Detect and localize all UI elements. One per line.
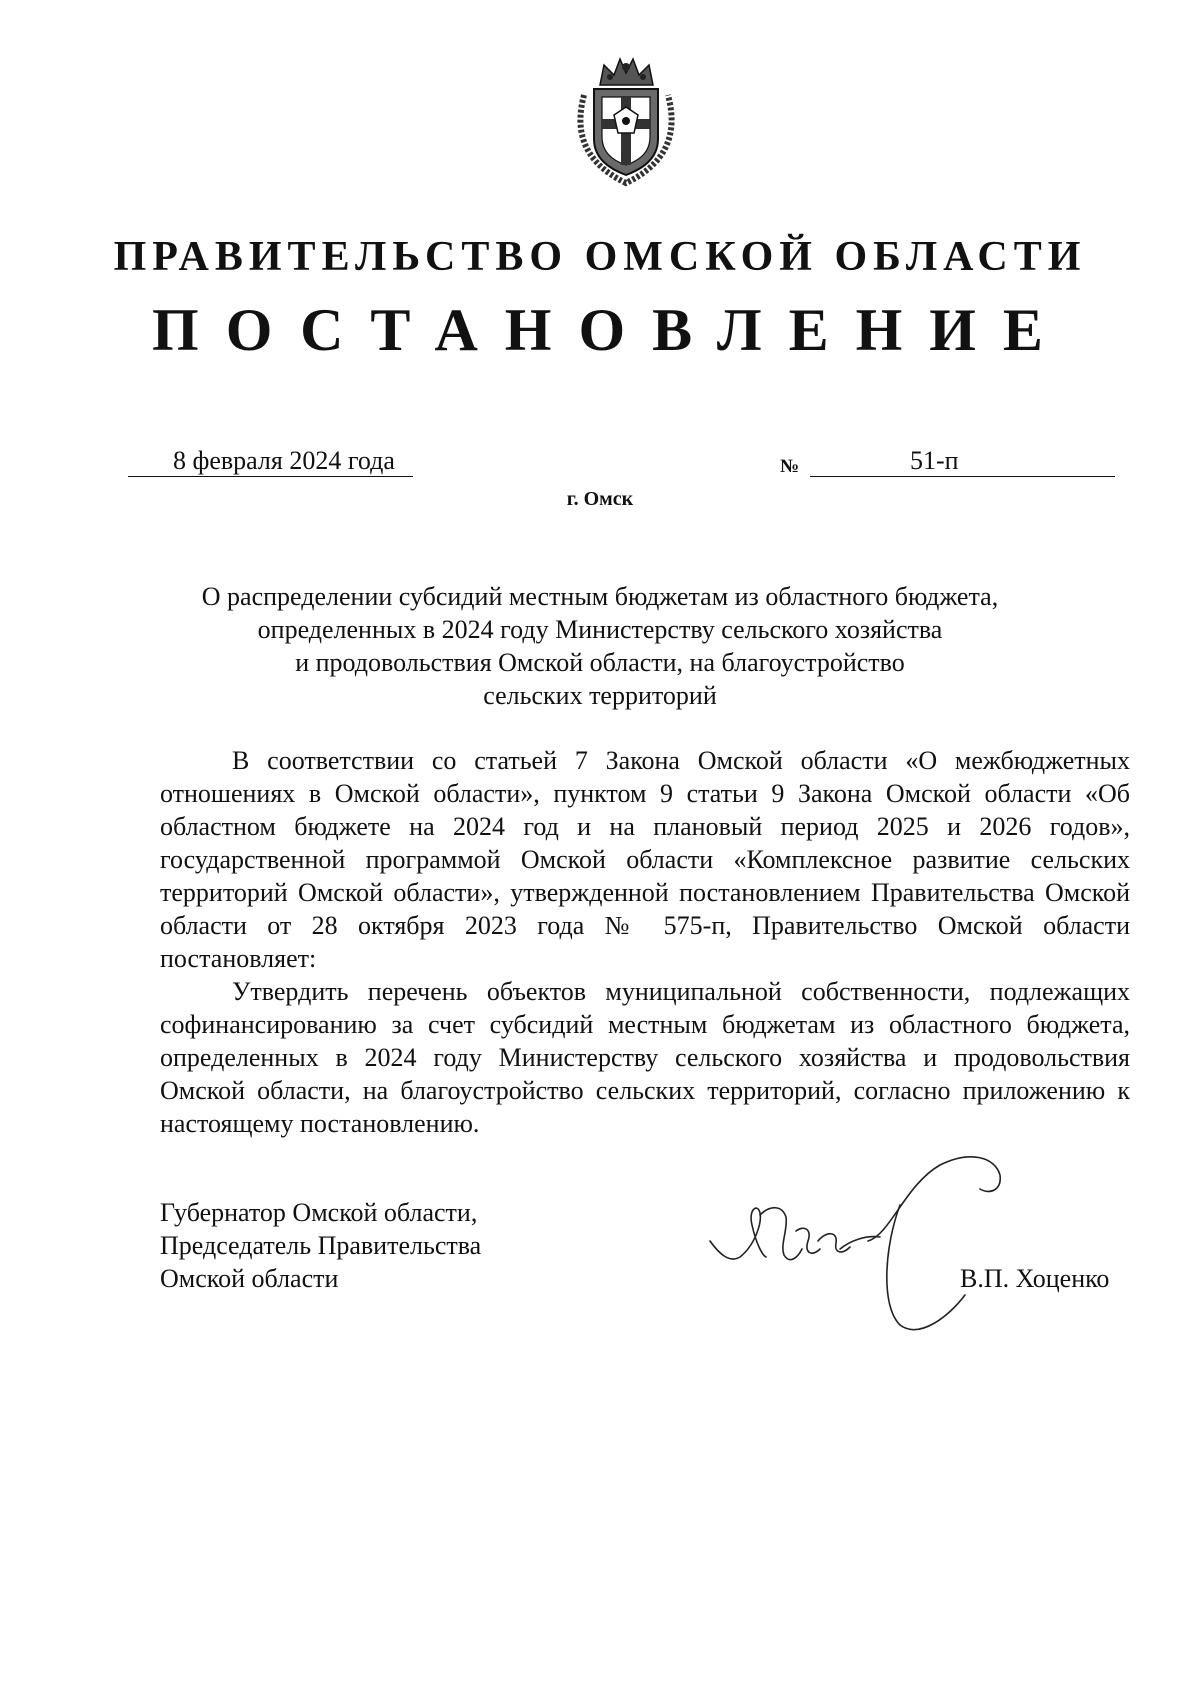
title-line: определенных в 2024 году Министерству сельского хозяйства: [257, 615, 943, 644]
city: г. Омск: [566, 488, 634, 510]
title-line: сельских территорий: [483, 681, 717, 710]
body-paragraph: В соответствии со статьей 7 Закона Омской области «О межбюджетных отношениях в Омской области», пунктом 9 статьи 9 Закона Омской области «Об областном бюджете на 2024 год и на плановый период 2025 и 2026 годов», государственной программой Омской области «Комплексное развитие сельских территорий Омской области», утвержденной постановлением Правительства Омской области от 28 октября 2023 года № 575-п, Правительство Омской области постановляет:: [160, 746, 1130, 973]
document-number: 51-п: [910, 446, 959, 475]
signer-name: В.П. Хоценко: [960, 1264, 1110, 1293]
number-field: [810, 445, 1115, 477]
document-body: [160, 744, 1130, 1140]
title-line: и продовольствия Омской области, на благоустройство: [295, 648, 905, 677]
position-line: Председатель Правительства: [160, 1231, 482, 1260]
number-label: №: [780, 456, 800, 477]
handwritten-signature-icon: [700, 1145, 1100, 1345]
coat-of-arms-icon: [570, 55, 683, 188]
document-type: ПОСТАНОВЛЕНИЕ: [152, 297, 1070, 363]
title-line: О распределении субсидий местным бюджетам из областного бюджета,: [201, 582, 999, 611]
body-paragraph: Утвердить перечень объектов муниципальной собственности, подлежащих софинансированию за счет субсидий местным бюджетам из областного бюджета, определенных в 2024 году Министерству сельского хозяйства и продовольствия Омской области, на благоустройство сельских территорий, согласно приложению к настоящему постановлению.: [160, 977, 1130, 1138]
organization-name: ПРАВИТЕЛЬСТВО ОМСКОЙ ОБЛАСТИ: [113, 234, 1087, 280]
document-date: 8 февраля 2024 года: [173, 446, 395, 475]
position-line: Омской области: [160, 1264, 339, 1293]
date-field: [128, 445, 413, 477]
signatory-position: [160, 1196, 481, 1295]
document-title: [150, 580, 1050, 712]
position-line: Губернатор Омской области,: [160, 1198, 478, 1227]
